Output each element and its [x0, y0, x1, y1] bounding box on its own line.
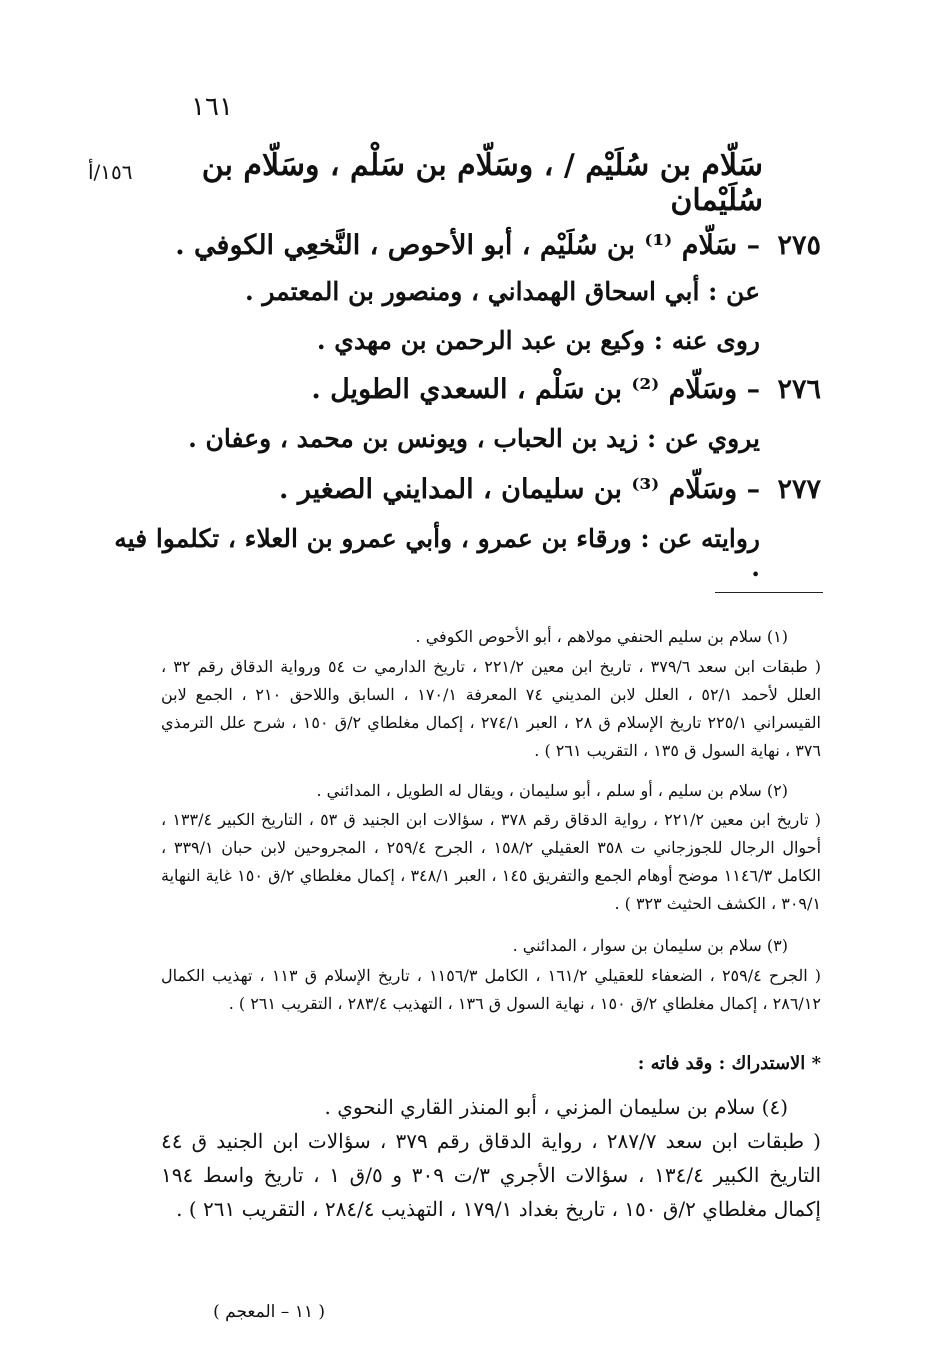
entry-277-line-1: روايته عن : ورقاء بن عمرو ، وأبي عمرو بن العلاء ، تكلموا فيه .	[114, 524, 760, 582]
page-title: سَلّام بن سُلَيْم / ، وسَلّام بن سَلْم ، وسَلّام بن سُلَيْمان	[201, 148, 763, 218]
signature-mark: ( ١١ – المعجم )	[213, 1302, 325, 1322]
footnote-3-sources: ( الجرح ٢٥٩/٤ ، الضعفاء للعقيلي ١٦١/٢ ، الكامل ١١٥٦/٣ ، تاريخ الإسلام ق ١١٣ ، تهذيب الكمال ٢٨٦/١٢ ، إكمال مغلطاي ٢/ق ١٥٠ ، نهاية السول ق ١٣٦ ، التهذيب ٢٨٣/٤ ، التقريب ٢٦١ ) .	[161, 966, 822, 1013]
entry-text: – وسَلّام ⁽²⁾ بن سَلْم ، السعدي الطويل .	[311, 374, 761, 405]
istidrak-heading: * الاستدراك : وقد فاته :	[637, 1053, 821, 1074]
footnote-1-title: (١) سلام بن سليم الحنفي مولاهم ، أبو الأحوص الكوفي .	[415, 627, 788, 646]
entry-number: ٢٧٧	[777, 474, 821, 505]
page-number: ١٦١	[191, 92, 233, 122]
entry-number: ٢٧٥	[777, 230, 821, 261]
footnote-2-title: (٢) سلام بن سليم ، أو سلم ، أبو سليمان ، ويقال له الطويل ، المدائني .	[316, 781, 788, 800]
entry-number: ٢٧٦	[777, 374, 821, 405]
entry-text: – سَلّام ⁽¹⁾ بن سُلَيْم ، أبو الأحوص ، النَّخعِي الكوفي .	[175, 230, 761, 261]
footnote-1-sources: ( طبقات ابن سعد ٣٧٩/٦ ، تاريخ ابن معين ٢٢١/٢ ، تاريخ الدارمي ت ٥٤ ورواية الدقاق رقم ٣٢ ، العلل لأحمد ٥٢/١ ، العلل لابن المديني ٧٤ المعرفة ١٧٠/١ ، السابق واللاحق ٢١٠ ، الجمع لابن القيسراني ٢٢٥/١ تاريخ الإسلام ق ٢٨ ، العبر ٢٧٤/١ ، إكمال مغلطاي ٢/ق ١٥٠ ، شرح علل الترمذي ٣٧٦ ، نهاية السول ق ١٣٥ ، التقريب ٢٦١ ) .	[161, 657, 822, 760]
footnote-2-sources: ( تاريخ ابن معين ٢٢١/٢ ، رواية الدقاق رقم ٣٧٨ ، سؤالات ابن الجنيد ق ٥٣ ، التاريخ الكبير ١٣٣/٤ ، أحوال الرجال للجوزجاني ت ٣٥٨ العقيلي ١٥٨/٢ ، الجرح ٢٥٩/٤ ، المجروحين لابن حبان ٣٣٩/١ ، الكامل ١١٤٦/٣ موضح أوهام الجمع والتفريق ١٤٥ ، العبر ٣٤٨/١ ، إكمال مغلطاي ٢/ق ١٥٠ غاية النهاية ٣٠٩/١ ، الكشف الحثيث ٣٢٣ ) .	[161, 810, 822, 913]
folio-marker: ١٥٦/أ	[88, 160, 133, 184]
entry-275-line-2: روى عنه : وكيع بن عبد الرحمن بن مهدي .	[316, 326, 760, 355]
entry-276-line-1: يروي عن : زيد بن الحباب ، ويونس بن محمد ، وعفان .	[188, 424, 760, 453]
footnote-3-title: (٣) سلام بن سليمان بن سوار ، المدائني .	[512, 936, 788, 955]
footnote-separator	[715, 592, 823, 593]
entry-275-head	[101, 230, 821, 261]
entry-275-line-1: عن : أبي اسحاق الهمداني ، ومنصور بن المعتمر .	[244, 277, 760, 306]
entry-277-head	[101, 474, 821, 505]
footnote-4-sources: ( طبقات ابن سعد ٢٨٧/٧ ، رواية الدقاق رقم ٣٧٩ ، سؤالات ابن الجنيد ق ٤٤ التاريخ الكبير ١٣٤/٤ ، سؤالات الأجري ٣/ت ٣٠٩ و ٥/ق ١ ، تاريخ واسط ١٩٤ إكمال مغلطاي ٢/ق ١٥٠ ، تاريخ بغداد ١٧٩/١ ، التهذيب ٢٨٤/٤ ، التقريب ٢٦١ ) .	[161, 1129, 822, 1221]
footnote-4-title: (٤) سلام بن سليمان المزني ، أبو المنذر القاري النحوي .	[324, 1095, 788, 1119]
entry-text: – وسَلّام ⁽³⁾ بن سليمان ، المدايني الصغير .	[279, 474, 761, 505]
entry-276-head	[101, 374, 821, 405]
